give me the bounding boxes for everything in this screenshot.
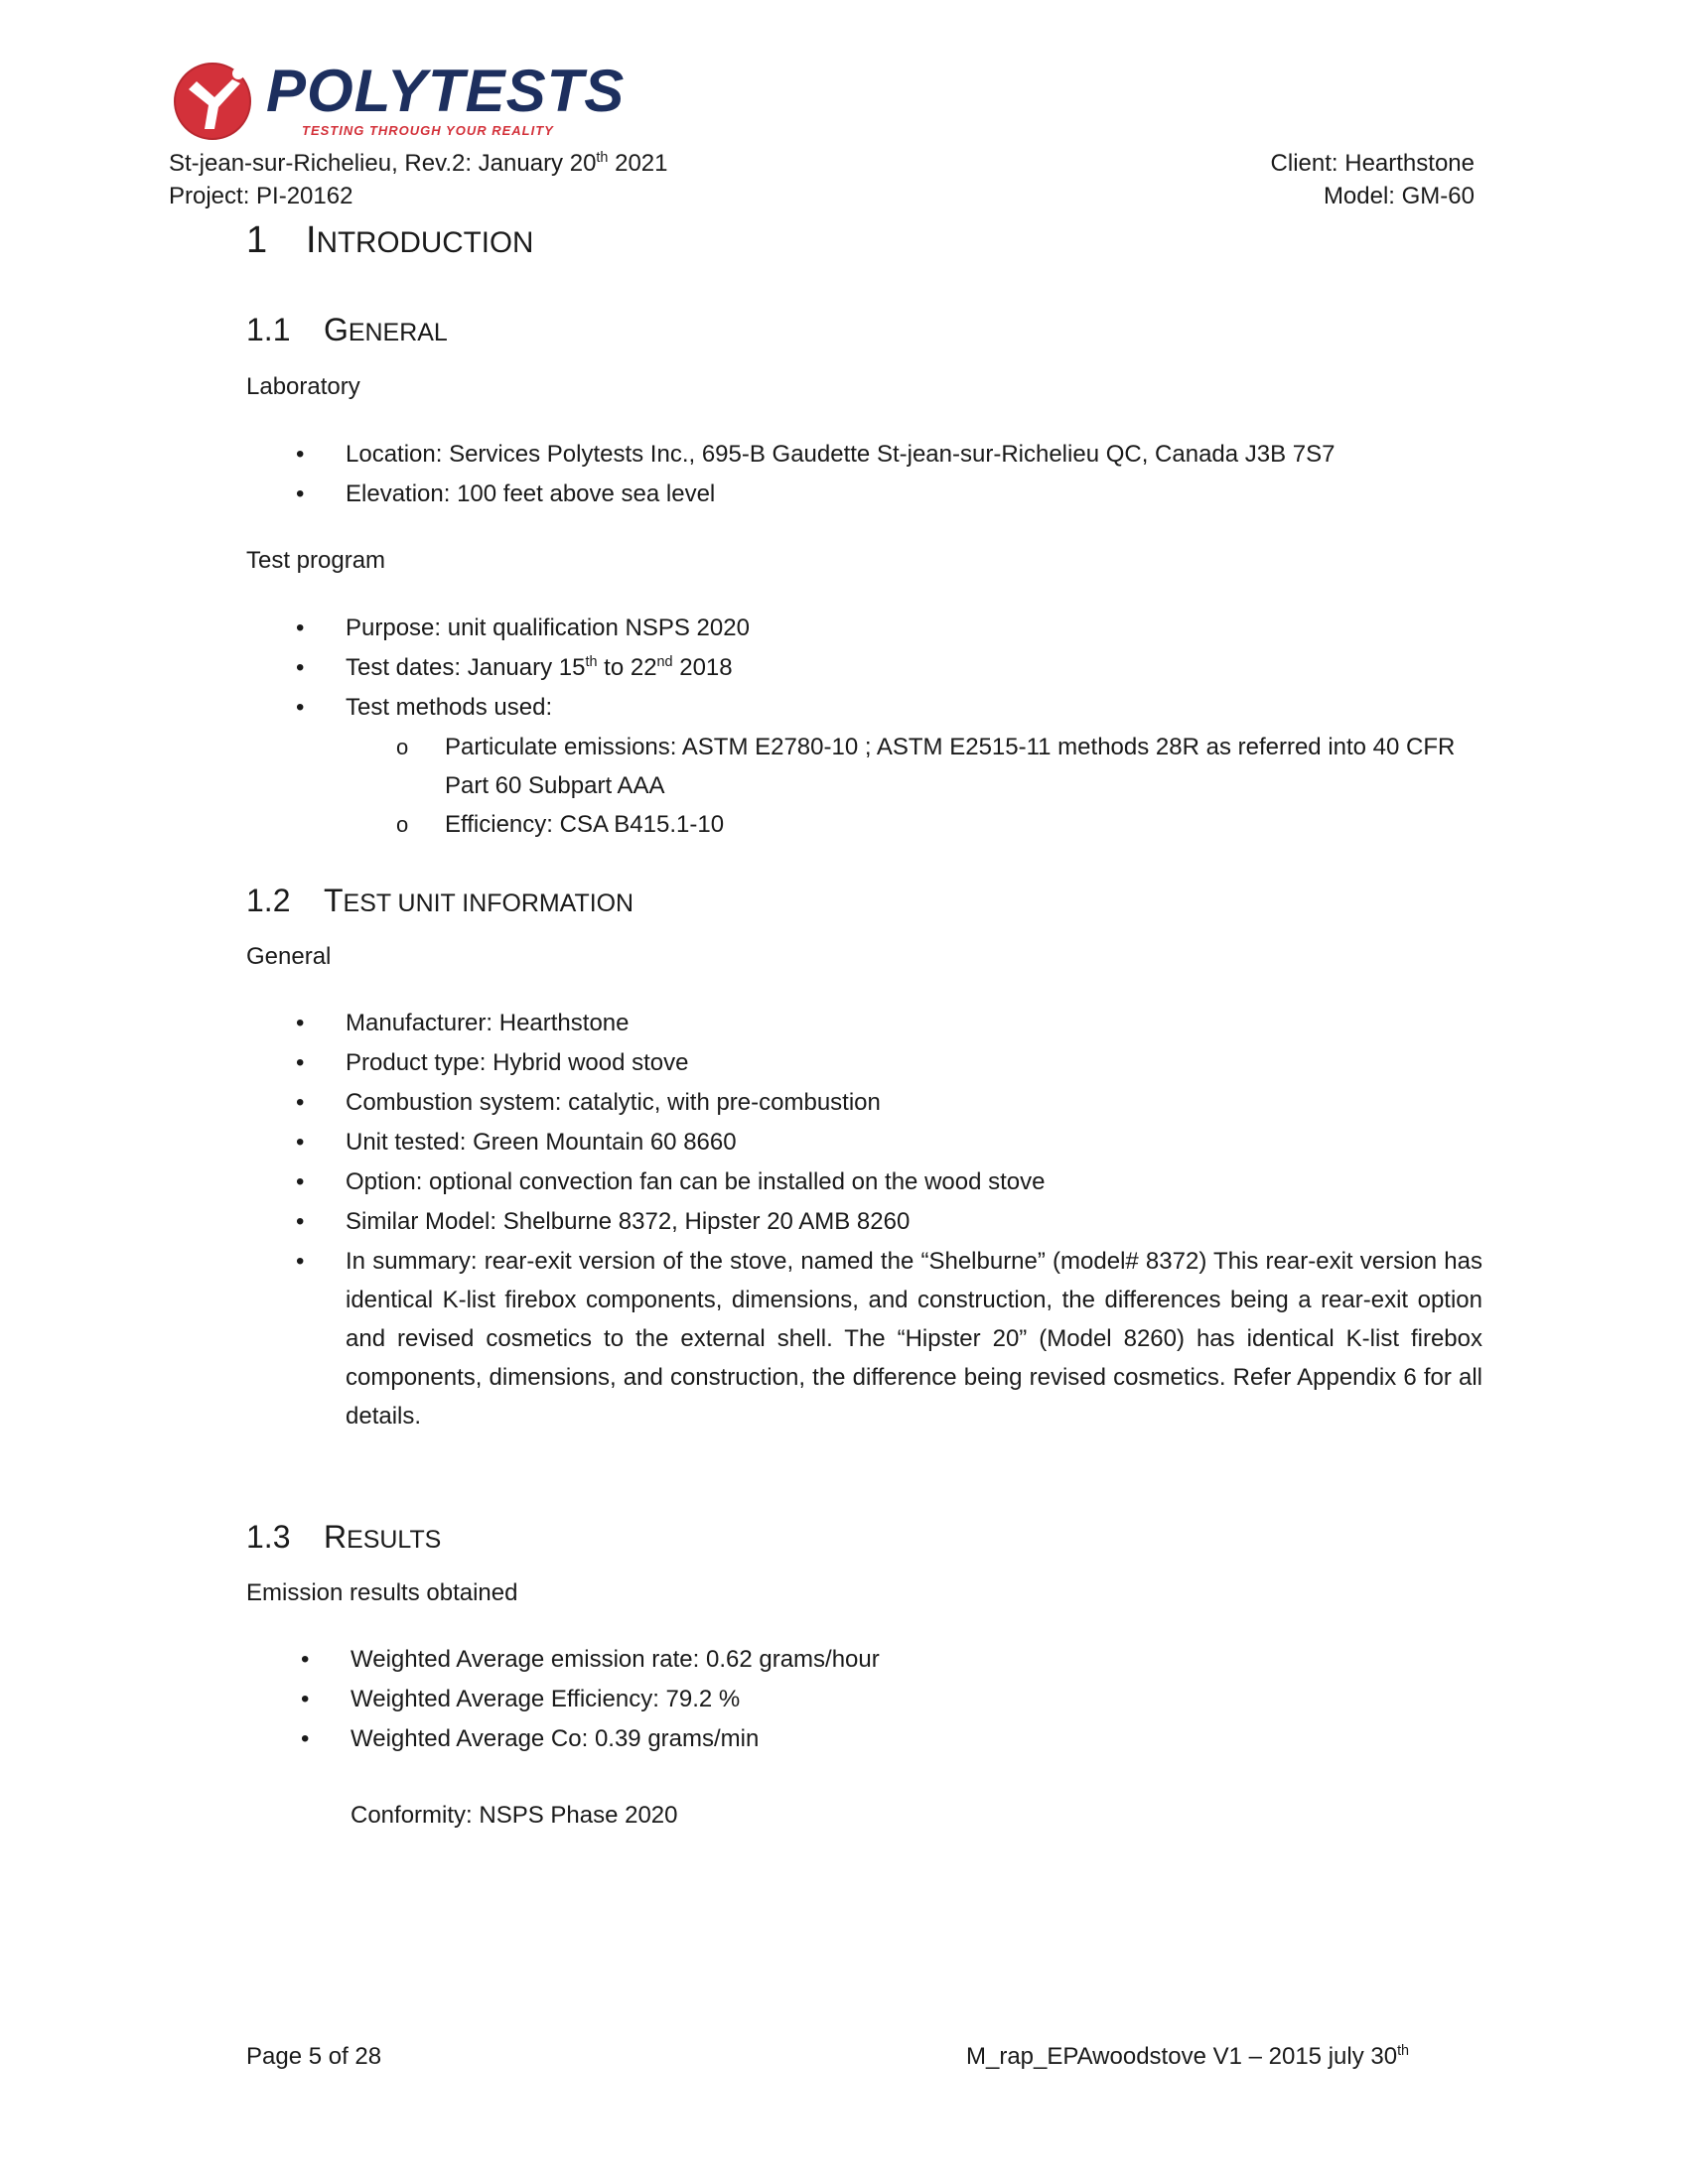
- polytests-logo-mark-icon: [169, 60, 258, 141]
- method-efficiency: Efficiency: CSA B415.1-10: [445, 811, 725, 838]
- footer-page-number: Page 5 of 28: [246, 2043, 382, 2070]
- unit-combustion-system: Combustion system: catalytic, with pre-combustion: [346, 1089, 881, 1116]
- bullet-icon: •: [301, 1646, 310, 1673]
- polytests-logo: [169, 58, 626, 141]
- bullet-icon: •: [301, 1686, 310, 1712]
- unit-tested: Unit tested: Green Mountain 60 8660: [346, 1129, 737, 1156]
- method-particulate-line2: Part 60 Subpart AAA: [445, 772, 665, 799]
- bullet-icon: •: [301, 1725, 310, 1752]
- section-1-2-heading: 1.2 TEST UNIT INFORMATION: [246, 883, 634, 918]
- bullet-icon: •: [296, 1049, 305, 1076]
- conformity-statement: Conformity: NSPS Phase 2020: [351, 1802, 678, 1829]
- test-program-label: Test program: [246, 547, 386, 574]
- header-location-revision: St-jean-sur-Richelieu, Rev.2: January 20th 2021: [169, 150, 668, 177]
- unit-option: Option: optional convection fan can be installed on the wood stove: [346, 1168, 1046, 1195]
- general-label: General: [246, 943, 332, 970]
- bullet-icon: •: [296, 1208, 305, 1235]
- polytests-tagline: TESTING THROUGH YOUR REALITY: [302, 123, 554, 138]
- result-co: Weighted Average Co: 0.39 grams/min: [351, 1725, 760, 1752]
- circle-bullet-icon: o: [396, 735, 409, 759]
- section-1-1-heading: 1.1 GENERAL: [246, 312, 448, 347]
- header-model: Model: GM-60: [1323, 183, 1475, 209]
- bullet-icon: •: [296, 480, 305, 507]
- result-emission-rate: Weighted Average emission rate: 0.62 grams/hour: [351, 1646, 880, 1673]
- result-efficiency: Weighted Average Efficiency: 79.2 %: [351, 1686, 741, 1712]
- method-particulate-line1: Particulate emissions: ASTM E2780-10 ; ASTM E2515-11 methods 28R as referred into 40 CFR: [445, 734, 1456, 760]
- bullet-icon: •: [296, 1010, 305, 1036]
- bullet-icon: •: [296, 1089, 305, 1116]
- bullet-icon: •: [296, 654, 305, 681]
- section-1-3-heading: 1.3 RESULTS: [246, 1519, 442, 1555]
- section-1-heading: 1 INTRODUCTION: [246, 219, 534, 261]
- header-client: Client: Hearthstone: [1270, 150, 1475, 177]
- header-project: Project: PI-20162: [169, 183, 353, 209]
- polytests-wordmark: POLYTESTS: [266, 58, 626, 124]
- program-methods-label: Test methods used:: [346, 694, 553, 721]
- unit-summary: In summary: rear-exit version of the stove, named the “Shelburne” (model# 8372) This rear-exit version has identical K-list firebox components, dimensions, and construction, the differences being a rear-exit option and revised cosmetics to the external shell. The “Hipster 20” (Model 8260) has identical K-list firebox components, dimensions, and construction, the difference being revised cosmetics. Refer Appendix 6 for all details.: [346, 1248, 1482, 1430]
- laboratory-label: Laboratory: [246, 373, 360, 400]
- circle-bullet-icon: o: [396, 812, 409, 837]
- bullet-icon: •: [296, 1129, 305, 1156]
- unit-manufacturer: Manufacturer: Hearthstone: [346, 1010, 630, 1036]
- footer-document-reference: M_rap_EPAwoodstove V1 – 2015 july 30th: [966, 2043, 1410, 2070]
- bullet-icon: •: [296, 1248, 305, 1275]
- bullet-icon: •: [296, 694, 305, 721]
- program-test-dates: Test dates: January 15th to 22nd 2018: [346, 654, 733, 681]
- unit-similar-model: Similar Model: Shelburne 8372, Hipster 20 AMB 8260: [346, 1208, 911, 1235]
- program-purpose: Purpose: unit qualification NSPS 2020: [346, 614, 750, 641]
- emission-results-label: Emission results obtained: [246, 1579, 518, 1606]
- lab-location: Location: Services Polytests Inc., 695-B Gaudette St-jean-sur-Richelieu QC, Canada J3B 7S7: [346, 441, 1336, 468]
- unit-product-type: Product type: Hybrid wood stove: [346, 1049, 689, 1076]
- bullet-icon: •: [296, 441, 305, 468]
- bullet-icon: •: [296, 1168, 305, 1195]
- lab-elevation: Elevation: 100 feet above sea level: [346, 480, 716, 507]
- bullet-icon: •: [296, 614, 305, 641]
